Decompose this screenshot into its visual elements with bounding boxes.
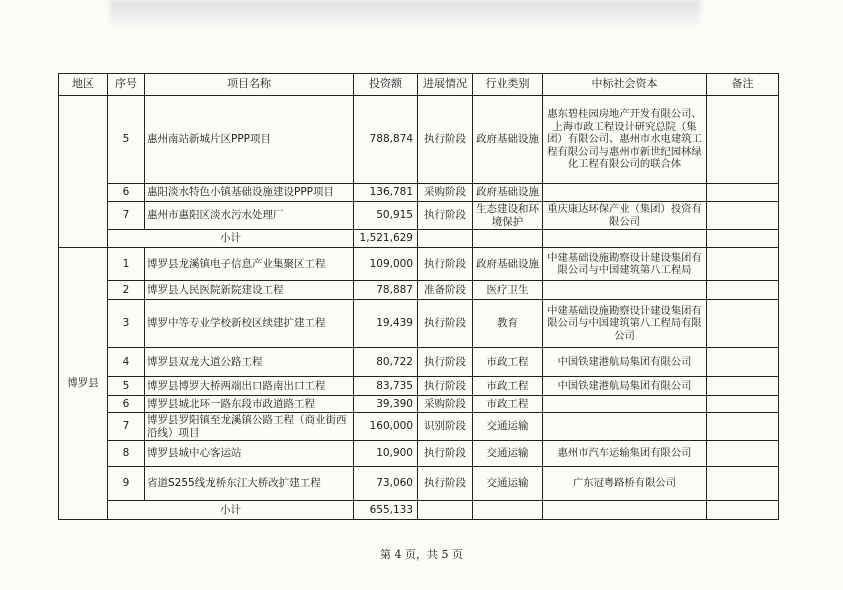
table-header-row xyxy=(59,74,779,96)
social-capital: 广东冠粤路桥有限公司 xyxy=(543,467,707,501)
region-cell: 博罗县 xyxy=(59,248,108,520)
row-number: 7 xyxy=(108,413,145,441)
investment-amount: 78,887 xyxy=(354,281,418,300)
progress-status: 采购阶段 xyxy=(418,184,473,202)
investment-amount: 109,000 xyxy=(354,248,418,281)
investment-amount: 83,735 xyxy=(354,377,418,396)
table-row xyxy=(59,377,779,396)
investment-amount: 73,060 xyxy=(354,467,418,501)
header-note: 备注 xyxy=(707,74,779,96)
row-number: 6 xyxy=(108,184,145,202)
table-row xyxy=(59,441,779,467)
industry-category: 政府基础设施 xyxy=(473,96,543,184)
progress-status: 执行阶段 xyxy=(418,202,473,230)
project-name: 惠州市惠阳区淡水污水处理厂 xyxy=(145,202,354,230)
social-capital: 中国铁建港航局集团有限公司 xyxy=(543,348,707,377)
industry-category: 政府基础设施 xyxy=(473,184,543,202)
project-name: 博罗县城北环一路东段市政道路工程 xyxy=(145,396,354,413)
table-row xyxy=(59,248,779,281)
note-cell xyxy=(707,184,779,202)
subtotal-label: 小计 xyxy=(108,501,354,520)
table-row xyxy=(59,413,779,441)
row-number: 6 xyxy=(108,396,145,413)
project-name: 博罗县罗阳镇至龙溪镇公路工程（商业街西沿线）项目 xyxy=(145,413,354,441)
industry-category: 市政工程 xyxy=(473,348,543,377)
social-capital: 惠东碧桂园房地产开发有限公司、上海市政工程设计研究总院（集团）有限公司、惠州市水电建筑工程有限公司与惠州市新世纪园林绿化工程有限公司的联合体 xyxy=(543,96,707,184)
note-cell xyxy=(707,281,779,300)
investment-amount: 788,874 xyxy=(354,96,418,184)
project-name: 博罗县博罗大桥两端出口路南出口工程 xyxy=(145,377,354,396)
ppp-project-table xyxy=(58,73,779,520)
industry-category: 市政工程 xyxy=(473,396,543,413)
progress-status: 执行阶段 xyxy=(418,96,473,184)
subtotal-amount: 655,133 xyxy=(354,501,418,520)
row-number: 1 xyxy=(108,248,145,281)
header-progress: 进展情况 xyxy=(418,74,473,96)
social-capital xyxy=(543,413,707,441)
social-capital: 中建基础设施勘察设计建设集团有限公司与中国建筑第八工程局 xyxy=(543,248,707,281)
investment-amount: 10,900 xyxy=(354,441,418,467)
progress-status: 采购阶段 xyxy=(418,396,473,413)
social-capital: 惠州市汽车运输集团有限公司 xyxy=(543,441,707,467)
industry-category: 医疗卫生 xyxy=(473,281,543,300)
note-cell xyxy=(707,396,779,413)
investment-amount: 19,439 xyxy=(354,300,418,348)
region-cell xyxy=(59,96,108,248)
note-cell xyxy=(707,202,779,230)
investment-amount: 160,000 xyxy=(354,413,418,441)
project-name: 博罗县双龙大道公路工程 xyxy=(145,348,354,377)
row-number: 2 xyxy=(108,281,145,300)
investment-amount: 50,915 xyxy=(354,202,418,230)
note-cell xyxy=(707,441,779,467)
table-row xyxy=(59,281,779,300)
row-number: 9 xyxy=(108,467,145,501)
project-name: 惠州南站新城片区PPP项目 xyxy=(145,96,354,184)
header-project-name: 项目名称 xyxy=(145,74,354,96)
note-cell xyxy=(707,96,779,184)
investment-amount: 80,722 xyxy=(354,348,418,377)
note-cell xyxy=(707,300,779,348)
progress-status: 执行阶段 xyxy=(418,348,473,377)
progress-status: 准备阶段 xyxy=(418,281,473,300)
project-name: 省道S255线龙桥东江大桥改扩建工程 xyxy=(145,467,354,501)
industry-category: 教育 xyxy=(473,300,543,348)
industry-category: 交通运输 xyxy=(473,467,543,501)
industry-category: 政府基础设施 xyxy=(473,248,543,281)
table-row xyxy=(59,348,779,377)
header-investment: 投资额 xyxy=(354,74,418,96)
project-name: 博罗中等专业学校新校区续建扩建工程 xyxy=(145,300,354,348)
project-name: 博罗县城中心客运站 xyxy=(145,441,354,467)
note-cell xyxy=(707,248,779,281)
subtotal-amount: 1,521,629 xyxy=(354,230,418,248)
subtotal-row xyxy=(59,230,779,248)
social-capital: 中国铁建港航局集团有限公司 xyxy=(543,377,707,396)
note-cell xyxy=(707,377,779,396)
header-region: 地区 xyxy=(59,74,108,96)
progress-status: 执行阶段 xyxy=(418,248,473,281)
table-row xyxy=(59,467,779,501)
progress-status: 执行阶段 xyxy=(418,467,473,501)
industry-category: 市政工程 xyxy=(473,377,543,396)
note-cell xyxy=(707,413,779,441)
page-footer: 第 4 页，共 5 页 xyxy=(380,548,463,561)
header-industry: 行业类别 xyxy=(473,74,543,96)
industry-category: 交通运输 xyxy=(473,413,543,441)
investment-amount: 39,390 xyxy=(354,396,418,413)
social-capital: 中建基础设施勘察设计建设集团有限公司与中国建筑第八工程局有限公司 xyxy=(543,300,707,348)
industry-category: 交通运输 xyxy=(473,441,543,467)
table-row xyxy=(59,300,779,348)
project-name: 博罗县人民医院新院建设工程 xyxy=(145,281,354,300)
table-row xyxy=(59,184,779,202)
progress-status: 执行阶段 xyxy=(418,441,473,467)
note-cell xyxy=(707,348,779,377)
blurred-header-area xyxy=(110,0,700,26)
progress-status: 执行阶段 xyxy=(418,300,473,348)
header-social-capital: 中标社会资本 xyxy=(543,74,707,96)
note-cell xyxy=(707,467,779,501)
header-number: 序号 xyxy=(108,74,145,96)
social-capital xyxy=(543,281,707,300)
table-row xyxy=(59,202,779,230)
progress-status: 执行阶段 xyxy=(418,377,473,396)
table-row xyxy=(59,96,779,184)
social-capital xyxy=(543,184,707,202)
table-row xyxy=(59,396,779,413)
investment-amount: 136,781 xyxy=(354,184,418,202)
subtotal-label: 小计 xyxy=(108,230,354,248)
social-capital: 重庆康达环保产业（集团）投资有限公司 xyxy=(543,202,707,230)
project-name: 博罗县龙溪镇电子信息产业集聚区工程 xyxy=(145,248,354,281)
progress-status: 识别阶段 xyxy=(418,413,473,441)
row-number: 7 xyxy=(108,202,145,230)
industry-category: 生态建设和环境保护 xyxy=(473,202,543,230)
row-number: 4 xyxy=(108,348,145,377)
row-number: 5 xyxy=(108,377,145,396)
social-capital xyxy=(543,396,707,413)
project-name: 惠阳淡水特色小镇基础设施建设PPP项目 xyxy=(145,184,354,202)
row-number: 3 xyxy=(108,300,145,348)
row-number: 5 xyxy=(108,96,145,184)
row-number: 8 xyxy=(108,441,145,467)
subtotal-row xyxy=(59,501,779,520)
